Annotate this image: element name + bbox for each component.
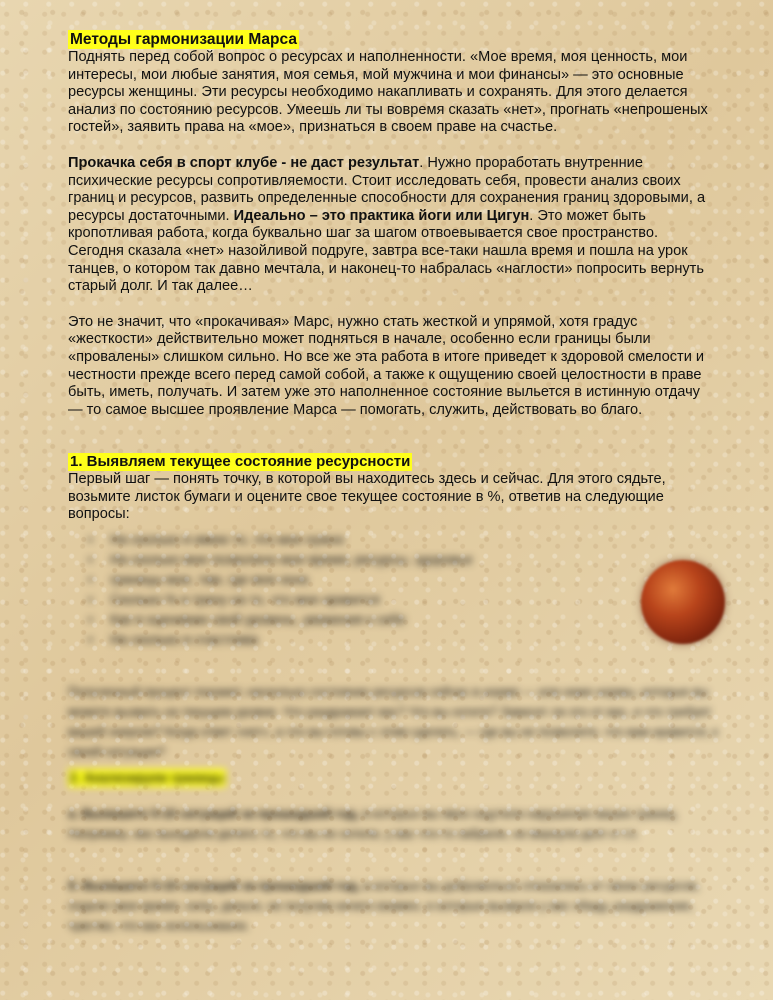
bold-phrase-sport: Прокачка себя в спорт клубе - не даст результат (68, 154, 420, 171)
boundaries-item-a: а. Выпишите 5-10 ситуаций за прошедший год, в которых вы явно ощутили нарушение ваших границ. Например, вас вынудили делать то, что вы не хотели, у вас что-то забрали, не вернули долг и т.п. (68, 807, 679, 841)
paragraph-sport-club: Прокачка себя в спорт клубе - не даст результат. Нужно проработать внутренние психические ресурсы сопротивляемости. Стоит исследовать себя, провести анализ своих границ и ресурсов, развить определенные способности для сохранения границ здоровыми, а ресурсы достаточными. Идеально – это практика йоги или Цигун. Это может быть кропотливая работа, когда буквально шаг за шагом отвоевывается свое пространство. Сегодня сказала «нет» назойливой подруге, завтра все-таки нашла время и пошла на урок танцев, о котором так давно мечтала, и наконец-то набралась «наглости» попросить вернуть старый долг. И так далее… (68, 154, 706, 295)
section-boundaries (68, 768, 718, 788)
mars-planet-image (641, 560, 725, 644)
list-item: • На сколько я имею то, что мне нужно (88, 530, 708, 550)
list-item: • Сколько % я трачу на то, что мне нравится (88, 590, 708, 610)
question-list (68, 530, 708, 650)
page-title: Методы гармонизации Марса (70, 31, 297, 48)
document-body (68, 30, 708, 650)
paragraph-resources: Поднять перед собой вопрос о ресурсах и наполненности. «Мое время, моя ценность, мои интересы, мои любые занятия, моя семья, мой мужчина и мои финансы» — это основные ресурсы женщины. Эти ресурсы необходимо накапливать и сохранять. Для этого делается анализ по состоянию ресурсов. Умеешь ли ты вовремя сказать «нет», прогнать «непрошеных гостей», заявить права на «мое», признаться в своем праве на счастье. (68, 49, 708, 136)
paragraph-mars-pumping: Это не значит, что «прокачивая» Марс, нужно стать жесткой и упрямой, хотя градус «жесткости» действительно может подняться в начале, особенно если границы были «провалены» слишком сильно. Но все же эта работа в итоге приведет к здоровой смелости и честности прежде всего перед самой собой, а также к ощущению своей целостности в праве быть, иметь, получать. И затем уже это наполненное состояние выльется в истинную отдачу — то самое высшее проявление Марса — помогать, служить, действовать во благо. (68, 313, 705, 418)
section-1-conclusion: Полученный процент покажет, насколько состояние ресурсов сейчас в норме — или ниже нормы, которые вы можете вызвать на текущем уровне. Что раздражает вас? Что вы хотите? Зависит ли это от вас, и что требует вашей энергии? Когда ответ «нет», а что вы готовы с этим сделать, — где вы не позволите, что вам нравится, к своей ситуации? (68, 685, 718, 759)
list-item: • На сколько я счастлива (88, 630, 708, 650)
section-resourcefulness (68, 453, 708, 650)
list-item: • На сколько мне позволено мое время, ресурсы, здоровье (88, 550, 708, 570)
section-heading-1: 1. Выявляем текущее состояние ресурсности (70, 453, 411, 471)
section-heading-2: 2. Анализируем границы (70, 771, 225, 785)
list-item: • границы мои, там, где моя зона (88, 570, 708, 590)
section-1-intro: Первый шаг — понять точку, в которой вы находитесь здесь и сейчас. Для этого сядьте, возьмите листок бумаги и оцените свое текущее состояние в %, ответив на следующие вопросы: (68, 471, 666, 523)
boundaries-item-b: б. Выпишите 5-10 ситуаций за прошедший год, в которых вы добровольно отказались от своих ресурсов, отдали свое время, силы, деньги, не получив ничего взамен, и которые вызвали у вас обиду, раздражение, чувство, что вас использовали. (68, 879, 700, 933)
bold-phrase-yoga: Идеально – это практика йоги или Цигун (233, 207, 530, 224)
list-item: • Как я оцениваю свой уровень, уважения к себе (88, 610, 708, 630)
